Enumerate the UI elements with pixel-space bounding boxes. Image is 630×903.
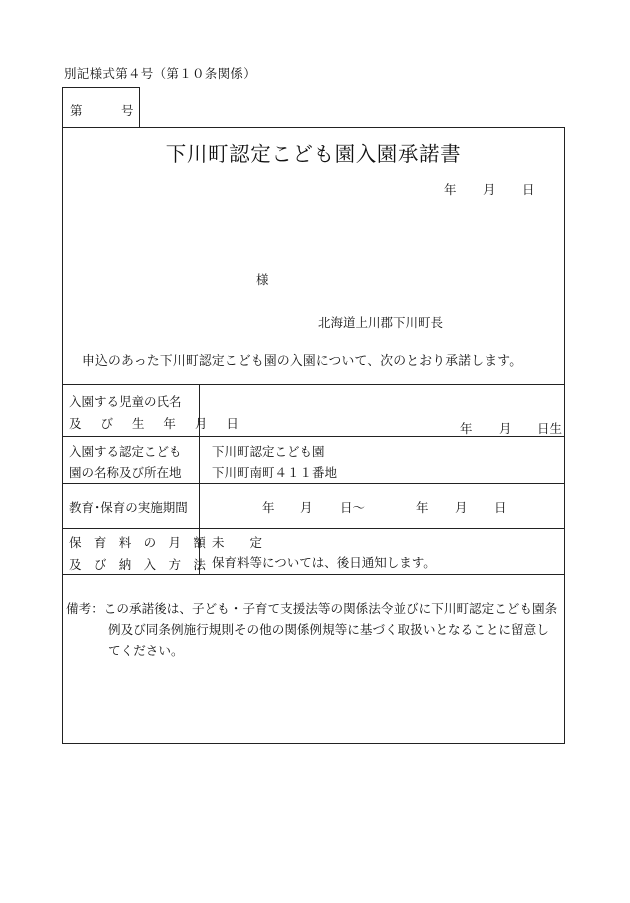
page-title: 下川町認定こども園入園承諾書 [165,142,462,166]
date-month: 月 [483,182,496,197]
period-start-year: 年 [262,500,275,515]
facility-name: 下川町認定こども園 [212,444,325,459]
table-row-divider [62,528,565,529]
addressee-suffix: 様 [256,272,269,287]
period-end-month: 月 [455,500,468,515]
birth-month: 月 [499,421,512,436]
document-number-suffix: 号 [121,103,134,118]
period-start-day: 日～ [340,500,366,515]
child-name-label-line2: 及 び 生 年 月 日 [69,416,247,431]
table-top-border [62,384,565,385]
table-row-divider [62,436,565,437]
fee-label-line2: 及 び 納 入 方 法 [69,557,211,572]
period-start-month: 月 [300,500,313,515]
facility-label-line1: 入園する認定こども [69,444,182,459]
child-name-label-line1: 入園する児童の氏名 [69,394,182,409]
period-end-year: 年 [416,500,429,515]
facility-address: 下川町南町４１１番地 [212,465,338,480]
table-row-divider [62,483,565,484]
fee-amount: 未 定 [212,535,263,550]
document-number-label: 第 [70,103,83,118]
period-end-day: 日 [494,500,507,515]
notes [66,598,561,661]
date-day: 日 [522,182,535,197]
fee-payment-method: 保育料等については、後日通知します。 [212,555,436,570]
form-reference: 別記様式第４号（第１０条関係） [64,66,257,81]
table-bottom-border [62,574,565,575]
facility-label-line2: 園の名称及び所在地 [69,465,182,480]
birth-day: 日生 [537,421,563,436]
birth-year: 年 [460,421,473,436]
fee-label-line1: 保 育 料 の 月 額 [69,535,211,550]
date-year: 年 [444,182,457,197]
issuer: 北海道上川郡下川町長 [318,315,444,330]
period-label: 教育･保育の実施期間 [69,500,188,515]
notes-line3: てください。 [108,643,184,658]
notes-line1: 備考：この承諾後は、子ども・子育て支援法等の関係法令並びに下川町認定こども園条 [66,601,558,616]
notes-line2: 例及び同条例施行規則その他の関係例規等に基づく取扱いとなることに留意し [108,622,549,637]
body-text: 申込のあった下川町認定こども園の入園について、次のとおり承諾します。 [82,354,523,369]
